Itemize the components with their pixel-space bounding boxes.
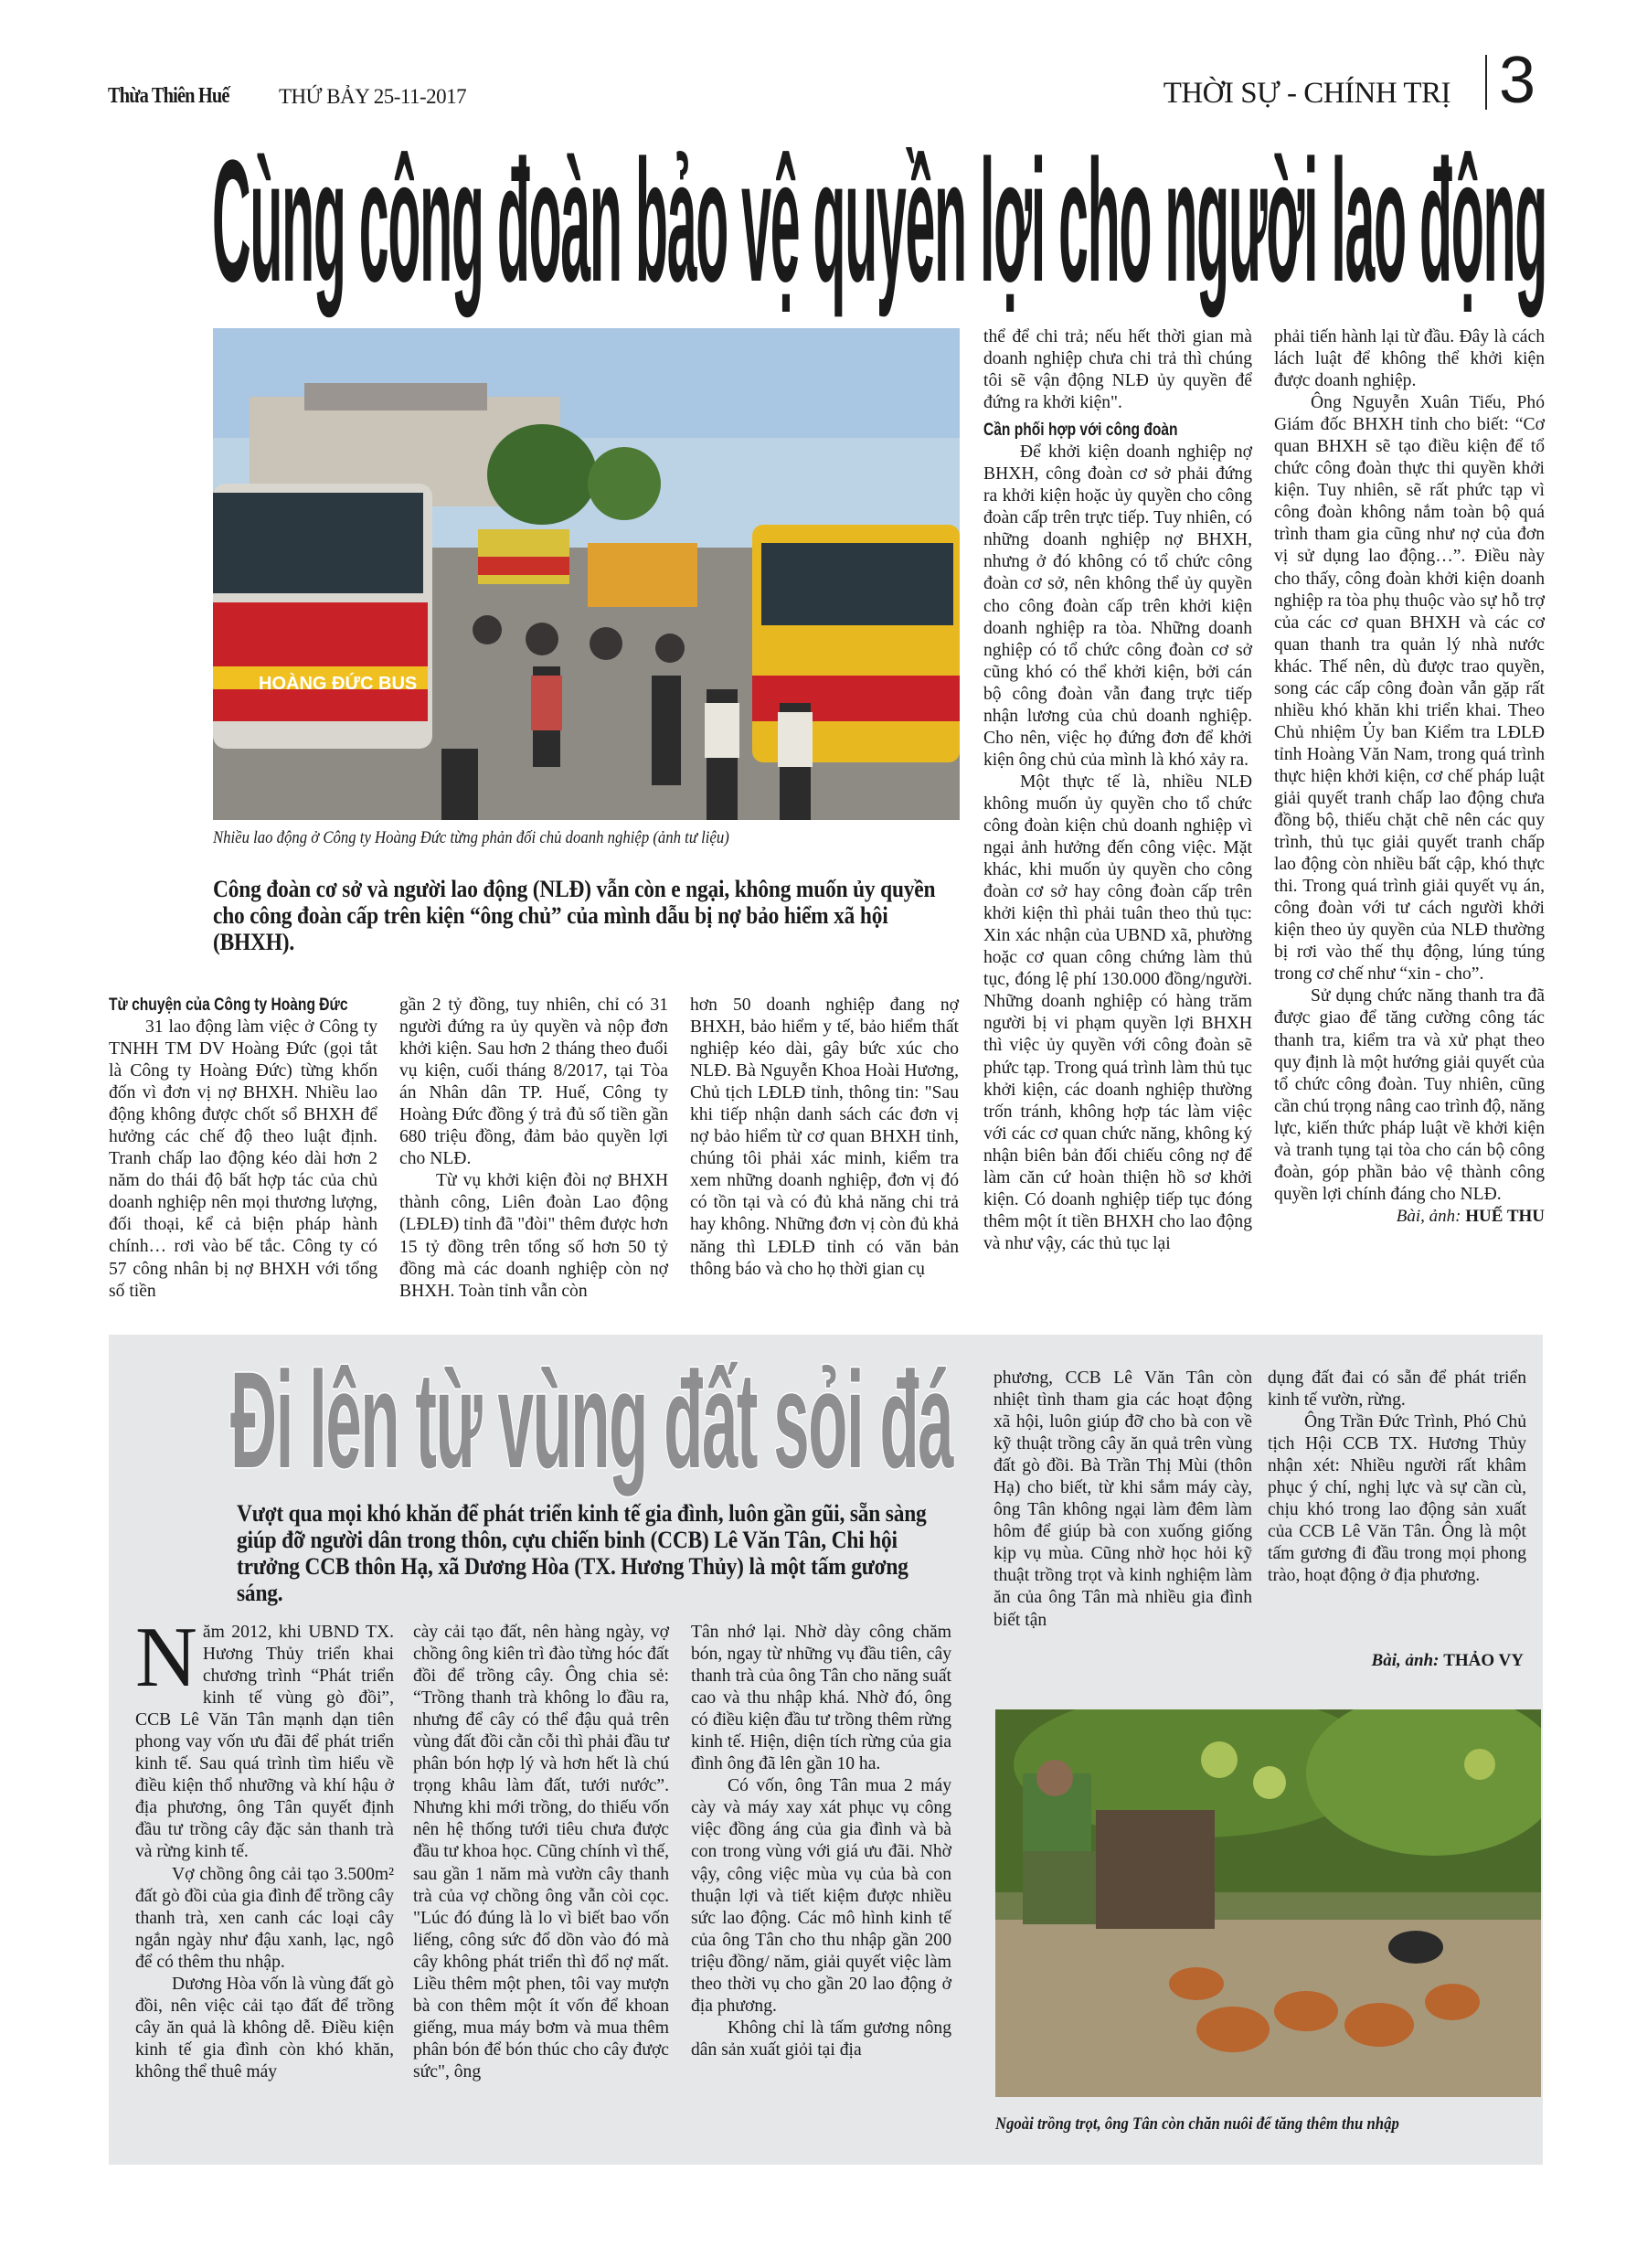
article1-lead: Công đoàn cơ sở và người lao động (NLĐ) vẫn còn e ngại, không muốn ủy quyền cho công đoàn cấp trên kiện “ông chủ” của mình dẫu bị nợ bảo hiểm xã hội (BHXH). <box>213 876 936 955</box>
article1-photo-caption: Nhiều lao động ở Công ty Hoàng Đức từng phản đối chủ doanh nghiệp (ảnh tư liệu) <box>213 828 729 847</box>
paragraph: 31 lao động làm việc ở Công ty TNHH TM DV Hoàng Đức (gọi tắt là Công ty Hoàng Đức) từng khốn đốn vì đơn vị nợ BHXH. Nhiều lao động không được chốt sổ BHXH để hưởng các chế độ theo luật định. Tranh chấp lao động kéo dài hơn 2 năm do thái độ bất hợp tác của chủ doanh nghiệp nên mọi thương lượng, đối thoại, kể cả biện pháp hành chính… rơi vào bế tắc. Công ty có 57 công nhân bị nợ BHXH với tổng số tiền <box>109 1017 377 1301</box>
paragraph: Vợ chồng ông cải tạo 3.500m² đất gò đồi của gia đình để trồng cây thanh trà, xen canh các loại cây ngắn ngày như đậu xanh, lạc, ngô để có thêm thu nhập. <box>135 1864 394 1972</box>
page-number: 3 <box>1499 44 1536 117</box>
paragraph: Ông Trần Đức Trình, Phó Chủ tịch Hội CCB TX. Hương Thủy nhận xét: Nhiều người rất khâm phục ý chí, nghị lực và sự cần cù, chịu khó trong lao động sản xuất của CCB Lê Văn Tân. Ông là một tấm gương đi đầu trong mọi phong trào, hoạt động ở địa phương. <box>1268 1412 1526 1586</box>
article2-column-2 <box>413 1622 669 2083</box>
paragraph: Một thực tế là, nhiều NLĐ không muốn ủy quyền cho tổ chức công đoàn kiện chủ doanh nghiệp vì ngại ảnh hưởng đến công việc. Mặt khác, khi muốn ủy quyền cho công đoàn cơ sở hay công đoàn cấp trên khởi kiện thì phải tuân theo thủ tục: Xin xác nhận của UBND xã, phường hoặc cơ quan công chứng làm thủ tục, đóng lệ phí 130.000 đồng/người. Những doanh nghiệp có hàng trăm người bị vi phạm quyền lợi BHXH thì việc ủy quyền với công đoàn sẽ phức tạp. Trong quá trình làm thủ tục khởi kiện, các doanh nghiệp thường trốn tránh, không hợp tác làm việc với các cơ quan chức năng, không ký nhận biên bản đối chiếu công nợ để làm căn cứ hoàn thiện hồ sơ khởi kiện. Có doanh nghiệp tiếp tục đóng thêm một ít tiền BHXH cho lao động và như vậy, các thủ tục lại <box>983 772 1252 1253</box>
article2-headline: Đi lên từ vùng đất sỏi đá <box>230 1343 953 1496</box>
article2-column-4 <box>994 1368 1252 1632</box>
article2-byline <box>1268 1651 1524 1671</box>
paragraph: gần 2 tỷ đồng, tuy nhiên, chỉ có 31 người đứng ra ủy quyền và nộp đơn khởi kiện. Sau hơn 2 tháng theo đuổi vụ kiện, cuối tháng 8/2017, tại Tòa án Nhân dân TP. Huế, Công ty Hoàng Đức đồng ý trả đủ số tiền gần 680 triệu đồng, đảm bảo quyền lợi cho NLĐ. <box>399 996 668 1169</box>
paragraph: Không chỉ là tấm gương nông dân sản xuất giỏi tại địa <box>691 2018 951 2060</box>
article1-byline <box>1274 1206 1545 1228</box>
article1-photo-buses <box>213 328 960 820</box>
paragraph: cày cải tạo đất, nên hàng ngày, vợ chồng ông kiên trì đào từng hóc đất đồi để trồng cây. Ông chia sẻ: “Trồng thanh trà không lo đầu ra, nhưng để cây có thể đậu quả trên vùng đất đồi cằn cỗi thì phải đầu tư phân bón hợp lý và hơn hết là chú trọng khâu làm đất, tưới nước”. Nhưng khi mới trồng, do thiếu vốn nên hệ thống tưới tiêu chưa được đầu tư khoa học. Cũng chính vì thế, sau gần 1 năm mà vườn cây thanh trà của vợ chồng ông vẫn còi cọc. "Lúc đó đúng là lo vì biết bao vốn liếng, công sức đổ dồn vào đó mà cây không phát triển thì đổ nợ mất. Liều thêm một phen, tôi vay mượn bà con thêm một ít vốn để khoan giếng, mua máy bơm và mua thêm phân bón để bón thúc cho cây được sức", ông <box>413 1623 669 2082</box>
paragraph: Tân nhớ lại. Nhờ dày công chăm bón, ngay từ những vụ đầu tiên, cây thanh trà của ông Tân cho năng suất cao và thu nhập khá. Nhờ đó, ông có điều kiện đầu tư trồng thêm rừng kinh tế. Hiện, diện tích rừng của gia đình ông đã lên gần 10 ha. <box>691 1623 951 1774</box>
article1-column-4 <box>983 326 1252 1255</box>
paragraph: dụng đất đai có sẵn để phát triển kinh tế vườn, rừng. <box>1268 1368 1526 1411</box>
dropcap: N <box>135 1610 197 1705</box>
paragraph: phương, CCB Lê Văn Tân còn nhiệt tình tham gia các hoạt động xã hội, luôn giúp đỡ cho bà con về kỹ thuật trồng cây ăn quả trên vùng đất gò đồi. Bà Trần Thị Mùi (thôn Hạ) cho biết, từ khi sắm máy cày, ông Tân không ngại làm đêm làm hôm để giúp bà con xuống giống kịp vụ mùa. Cũng nhờ học hỏi kỹ thuật trồng trọt và kinh nghiệm làm ăn của ông Tân mà nhiều gia đình biết tận <box>994 1368 1252 1630</box>
article2-lead: Vượt qua mọi khó khăn để phát triển kinh tế gia đình, luôn gần gũi, sẵn sàng giúp đỡ người dân trong thôn, cựu chiến binh (CCB) Lê Văn Tân, Chi hội trưởng CCB thôn Hạ, xã Dương Hòa (TX. Hương Thủy) là một tấm gương sáng. <box>237 1500 927 1606</box>
paragraph: Dương Hòa vốn là vùng đất gò đồi, nên việc cải tạo đất để trồng cây ăn quả là không dễ. Điều kiện kinh tế gia đình còn khó khăn, không thể thuê máy <box>135 1974 395 2082</box>
article1-column-3 <box>690 995 959 1281</box>
header-divider <box>1485 55 1487 110</box>
byline-author: THẢO VY <box>1443 1651 1524 1670</box>
newspaper-name: Thừa Thiên Huế <box>108 84 229 108</box>
section-title: THỜI SỰ - CHÍNH TRỊ <box>1163 77 1450 110</box>
byline-author: HUẾ THU <box>1465 1206 1545 1226</box>
article1-headline-wrap <box>212 124 1547 318</box>
article1-subhead-2: Cần phối hợp với công đoàn <box>983 421 1178 441</box>
article2-photo-farmer-chickens <box>995 1709 1541 2097</box>
paragraph: phải tiến hành lại từ đầu. Đây là cách lách luật để không thể khởi kiện được doanh nghiệp. <box>1274 327 1545 391</box>
article2-column-1 <box>135 1610 395 2083</box>
article2-column-3 <box>691 1622 951 2061</box>
issue-date: THỨ BẢY 25-11-2017 <box>279 85 467 108</box>
byline-label: Bài, ảnh: <box>1396 1206 1461 1226</box>
byline-label: Bài, ảnh: <box>1371 1651 1440 1670</box>
article1-subhead-1: Từ chuyện của Công ty Hoàng Đức <box>109 996 348 1015</box>
article1-column-1 <box>109 995 377 1303</box>
article1-column-2 <box>399 995 668 1303</box>
paragraph: Từ vụ khởi kiện đòi nợ BHXH thành công, Liên đoàn Lao động (LĐLĐ) tỉnh đã "đòi" thêm được hơn 15 tỷ đồng trên tổng số hơn 50 tỷ đồng mà các doanh nghiệp còn nợ BHXH. Toàn tỉnh vẫn còn <box>399 1171 668 1301</box>
paragraph: Có vốn, ông Tân mua 2 máy cày và máy xay xát phục vụ công việc đồng áng của gia đình và bà con trong vùng với giá ưu đãi. Nhờ vậy, công việc mùa vụ của bà con thuận lợi và tiết kiệm được nhiều sức lao động. Các mô hình kinh tế của ông Tân cho thu nhập gần 200 triệu đồng/ năm, giải quyết việc làm theo thời vụ cho gần 20 lao động ở địa phương. <box>691 1776 951 2016</box>
article1-headline: Cùng công đoàn bảo vệ quyền lợi cho người lao động <box>212 124 1547 318</box>
paragraph: hơn 50 doanh nghiệp đang nợ BHXH, bảo hiểm y tế, bảo hiểm thất nghiệp kéo dài, gây bức xúc cho NLĐ. Bà Nguyễn Khoa Hoài Hương, Chủ tịch LĐLĐ tỉnh, thông tin: "Sau khi tiếp nhận danh sách các đơn vị nợ bảo hiểm từ cơ quan BHXH tỉnh, chúng tôi phải xác minh, kiểm tra xem những doanh nghiệp, đơn vị đó có tồn tại và có đủ khả năng chi trả hay không. Những đơn vị còn đủ khả năng thì LĐLĐ tỉnh có văn bản thông báo và cho họ thời gian cụ <box>690 996 959 1279</box>
article2-photo-caption: Ngoài trồng trọt, ông Tân còn chăn nuôi để tăng thêm thu nhập <box>995 2114 1399 2134</box>
bus-sign: HOÀNG ĐỨC BUS <box>259 674 418 694</box>
paragraph: Ông Nguyễn Xuân Tiếu, Phó Giám đốc BHXH tỉnh cho biết: “Cơ quan BHXH sẽ tạo điều kiện để tổ chức công đoàn thực thi quyền khởi kiện. Tuy nhiên, sẽ rất phức tạp vì công đoàn không nắm toàn bộ quá trình tham gia cũng như nợ của đơn vị sử dụng lao động…”. Điều này cho thấy, công đoàn khởi kiện doanh nghiệp ra tòa phụ thuộc vào sự hỗ trợ của các cơ quan BHXH và các cơ quan thanh tra quản lý nhà nước khác. Thế nên, dù được trao quyền, song các cấp công đoàn vẫn gặp rất nhiều khó khăn khi triển khai. Theo Chủ nhiệm Ủy ban Kiểm tra LĐLĐ tỉnh Hoàng Văn Nam, trong quá trình thực hiện khởi kiện, cơ chế pháp luật giải quyết tranh chấp lao động chưa đồng bộ, thiếu chặt chẽ nên các quy trình, thủ tục giải quyết tranh chấp lao động còn nhiều bất cập, khó thực thi. Trong quá trình giải quyết vụ án, công đoàn với tư cách người khởi kiện theo ủy quyền của NLĐ thường bị rơi vào thế thụ động, lúng túng trong cơ chế như “xin - cho”. <box>1274 393 1545 985</box>
paragraph: Để khởi kiện doanh nghiệp nợ BHXH, công đoàn cơ sở phải đứng ra khởi kiện hoặc ủy quyền cho công đoàn cấp trên trực tiếp. Tuy nhiên, có những doanh nghiệp nợ BHXH, nhưng ở đó không có tổ chức công đoàn cơ sở, nên không thể ủy quyền cho công đoàn cấp trên khởi kiện doanh nghiệp ra tòa. Những doanh nghiệp có tổ chức công đoàn cơ sở cũng khó có thể khởi kiện, bởi cán bộ công đoàn vẫn đang trực tiếp nhận lương của chủ doanh nghiệp. Cho nên, việc họ đứng đơn để khởi kiện ông chủ của mình là khó xảy ra. <box>983 442 1252 770</box>
paragraph: ăm 2012, khi UBND TX. Hương Thủy triển khai chương trình “Phát triển kinh tế vùng gò đồi”, CCB Lê Văn Tân mạnh dạn tiên phong vay vốn ưu đãi để phát triển kinh tế. Sau quá trình tìm hiểu về điều kiện thổ nhưỡng và khí hậu ở địa phương, ông Tân quyết định đầu tư trồng cây đặc sản thanh trà và rừng kinh tế. <box>135 1623 394 1862</box>
article1-column-5 <box>1274 326 1545 1228</box>
paragraph: Sử dụng chức năng thanh tra đã được giao để tăng cường công tác thanh tra, kiểm tra và xử phạt theo quy định là một hướng giải quyết của tổ chức công đoàn. Tuy nhiên, cũng cần chú trọng nâng cao trình độ, năng lực, kiến thức pháp luật về khởi kiện và tranh tụng tại tòa cho cán bộ công đoàn, góp phần bảo vệ thành công quyền lợi chính đáng cho NLĐ. <box>1274 986 1545 1204</box>
article2-column-5 <box>1268 1368 1526 1587</box>
paragraph: thể để chi trả; nếu hết thời gian mà doanh nghiệp chưa chi trả thì chúng tôi sẽ vận động NLĐ ủy quyền để đứng ra khởi kiện". <box>983 327 1252 413</box>
